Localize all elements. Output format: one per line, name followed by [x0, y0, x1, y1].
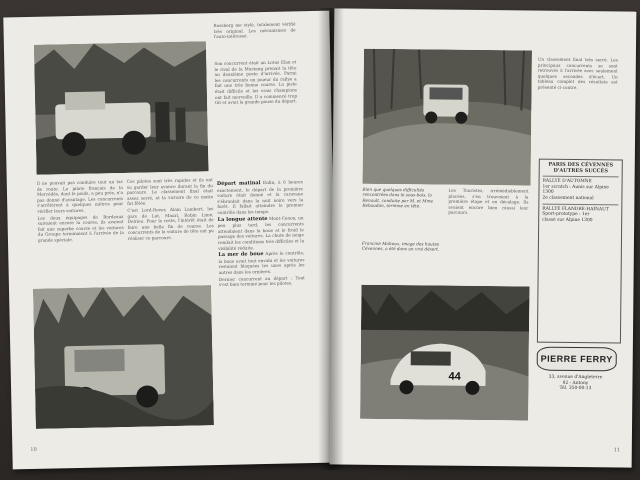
- bottom-column-text: Dernier concurrent au départ : Tout s'est bien terminé pour les pilotes.: [218, 274, 305, 288]
- heading-depart: Départ matinal: [216, 180, 261, 188]
- photo-car-forest-trail: [363, 49, 532, 186]
- column-right-long: [217, 179, 309, 451]
- column-a-text-1: Il ne pouvait pas conduire tout un tas de route. Le pilote français de la Mercédès, dont le poids, a peu près, n'a pas donné d'avantage. Les concurrents s'arrêtèrent à quelques mètres pour vérifier leurs voitures.: [36, 178, 124, 214]
- box-line-4: RALLYE FLANDRE-HAINAUT: [542, 206, 609, 212]
- caption-top-text: Bien que quelques difficultés rencontrées dans le sous-bois, la Renault, conduite par M. et Mme Rebaudon, termine en tête.: [362, 186, 434, 209]
- column-a-mid: [37, 179, 125, 286]
- box-line-1: RALLYE D'AUTOMNE: [542, 178, 592, 185]
- right-page: [330, 8, 637, 467]
- intro-text: Rossberg me stylé, totalement vérifié très original. Les mécanismes de l'auto-intéressé.: [213, 21, 296, 40]
- box-line-6: classé sur Alpine 1300: [542, 217, 593, 223]
- column-b-top: [214, 59, 298, 176]
- pluie-text: Après le contrôle, la boue avait tout envahi et les voitures restaient bloquées les unes après les autres dans les ornières.: [218, 250, 305, 275]
- heading-mer-de-boue: La mer de boue: [218, 251, 264, 259]
- logo-text: PIERRE FERRY: [540, 353, 613, 365]
- intro-column: [213, 21, 296, 59]
- column-right-top-text: Un classement final très serré. Les principaux concurrents se sont retrouvés à l'arrivée avec seulement quelques secondes d'écart. Un tableau complet des résultats est présenté ci-contre.: [537, 56, 618, 90]
- box-title: PARIS DES CÉVENNES: [548, 161, 614, 169]
- photo-offroad-vehicle-top: [34, 41, 209, 175]
- heading-longue-attente: La longue attente: [217, 215, 268, 223]
- box-line-2: 1er scratch : Aunis sur Alpine 1300: [542, 184, 609, 196]
- caption-mid: [362, 241, 442, 278]
- page-number-right: 11: [613, 447, 621, 454]
- longue-text: Mont-Cenon, un peu plus tard, les concurrents attendaient dans la boue et le froid le passage des voitures. La chute de neige rendait les conditions très difficiles et la visibilité réduite.: [217, 214, 305, 251]
- left-page: [3, 11, 338, 470]
- address-line-3: Tél. 350-00-13: [559, 385, 592, 392]
- depart-text: Enfin, à 6 heures exactement, le départ de la première voiture était donné et la caravane s'ébranlait dans la nuit noire vers la forêt. Il fallait atteindre le premier contrôle dans les temps.: [216, 179, 304, 215]
- caption-top-photo: [362, 187, 443, 242]
- svg-text:44: 44: [448, 370, 461, 383]
- results-box: [537, 159, 623, 344]
- column-b-top-text: Son concurrent était un Lotus Elan et le rival de la Mustang prenait la tête au deuxième poste d'arrivée. Parmi les concurrents un joueur du rallye a fait une très bonne course. La piste était difficile et les vrais champions ont fait merveille. Il a commencé trop tôt et avait la grande pause du départ.: [214, 59, 298, 106]
- column-mid-text-2: C'est Lord-Rover, Alain Lambert, les gars de Lot, Mauri, Robin Lime, Delrieu. Pour le reste, l'intérêt était de faire une belle fin de course. Les concurrents de la voiture de tête ont pu réaliser ce parcours.: [127, 206, 214, 241]
- column-mid: [127, 177, 215, 284]
- column-right-top: [537, 57, 618, 150]
- photo-vehicle-bushes: [33, 285, 214, 429]
- box-line-5: Sport-prototype : 1er: [542, 211, 590, 218]
- column-mid-right-text: Les Touristes, irrémédiablement placées, s'en trouvaient à la première étape et en décalage. Ils avaient encore bien réussi leur parcours.: [448, 187, 529, 216]
- address-line-2: 92 - Antony: [562, 380, 589, 386]
- caption-mid-text: Francine Mahoux, image des hautes Cévennes, a été dans un vrai désert.: [361, 240, 440, 252]
- box-line-3: 2e classement national: [542, 195, 594, 202]
- address-block: [536, 375, 614, 393]
- address-line-1: 33, avenue d'Angleterre: [548, 374, 603, 381]
- page-number-left: 10: [30, 446, 37, 453]
- photo-rally-car-44: [360, 285, 529, 421]
- pierre-ferry-logo: [537, 347, 617, 372]
- column-a-text-2: Les deux équipages de Bordeaux suivaient encore la course, ils avaient fait une superbe course et les voitures du Groupe terminaient à l'arrivée de la grande spéciale.: [37, 213, 124, 243]
- column-mid-right: [448, 188, 529, 243]
- book-gutter: [318, 8, 344, 470]
- column-mid-text-1: Ces pilotes sont très rapides et ils ont su garder leur avance durant la fin du parcours. Le classement final était assez serré, et la victoire de ce matin fut fêtée.: [126, 177, 214, 207]
- box-subtitle: D'AUTRES SUCCÈS: [553, 167, 608, 174]
